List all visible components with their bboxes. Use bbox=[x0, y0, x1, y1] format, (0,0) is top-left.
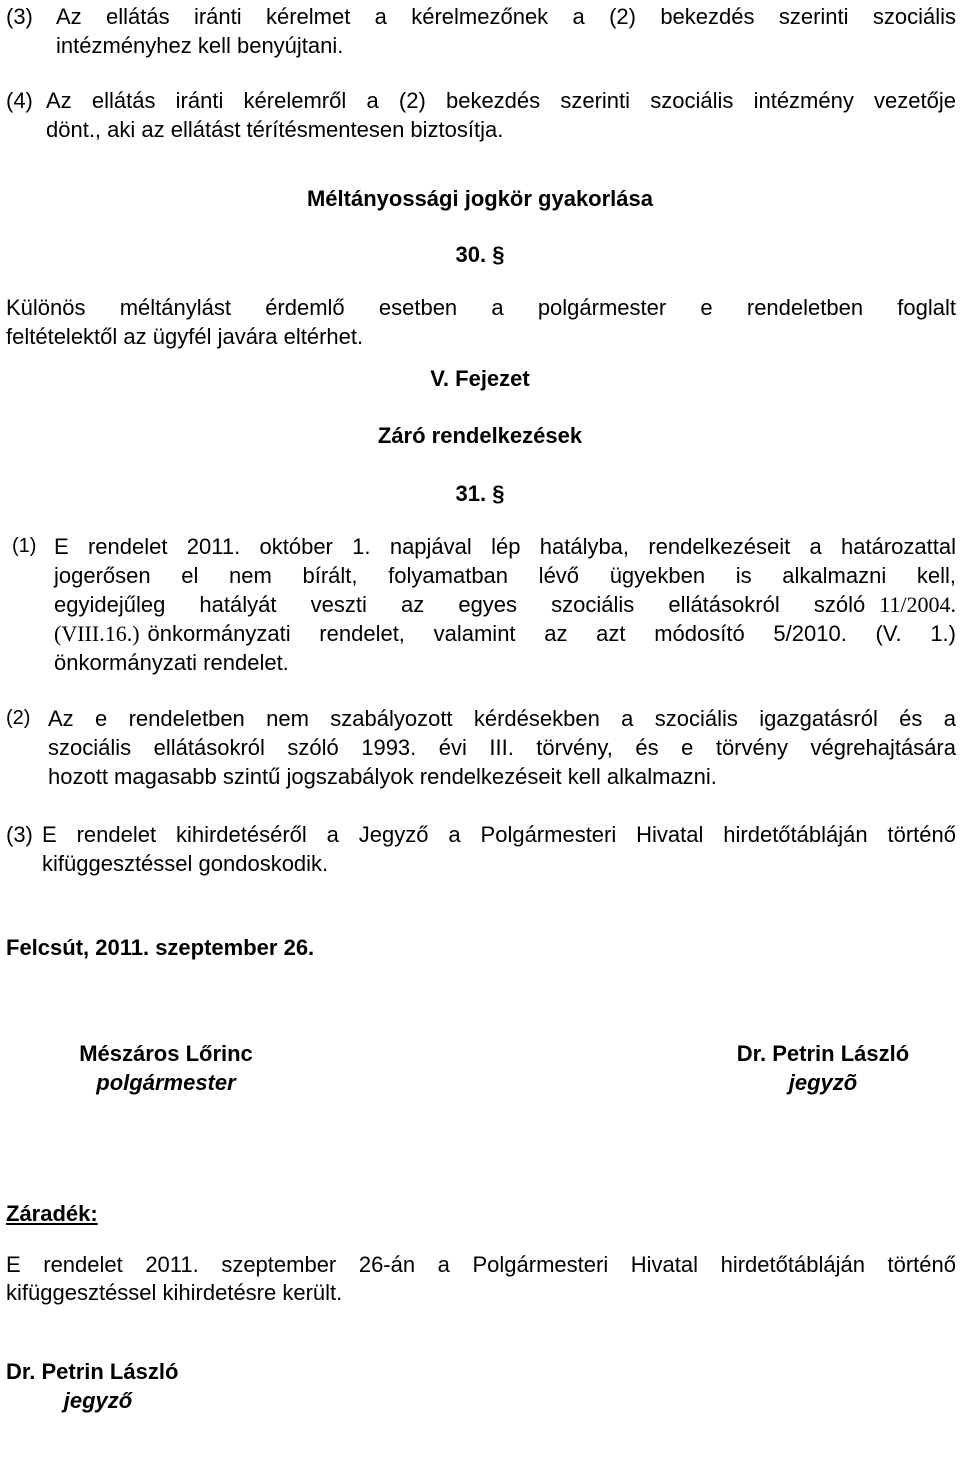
place-and-date: Felcsút, 2011. szeptember 26. bbox=[6, 935, 315, 960]
regulation-date: (VIII.16.) bbox=[54, 621, 140, 646]
paragraph-line: dönt., aki az ellátást térítésmentesen biztosítja. bbox=[46, 117, 504, 142]
signature-block-notary bbox=[718, 1039, 928, 1097]
paragraph-3 bbox=[6, 2, 956, 60]
paragraph-number: (2) bbox=[6, 707, 31, 729]
paragraph-line: Az e rendeletben nem szabályozott kérdésekben a szociális igazgatásról és a bbox=[48, 706, 956, 731]
section-symbol: § bbox=[492, 242, 505, 267]
section-number: 30. bbox=[455, 242, 487, 267]
final-signature-block bbox=[6, 1357, 190, 1415]
signer-name: Mészáros Lőrinc bbox=[79, 1041, 253, 1066]
paragraph-number: (3) bbox=[6, 822, 33, 847]
paragraph-line: feltételektől az ügyfél javára eltérhet. bbox=[6, 324, 364, 349]
paragraph-line: E rendelet kihirdetéséről a Jegyző a Polgármesteri Hivatal hirdetőtábláján történő bbox=[42, 822, 956, 847]
signer-title: polgármester bbox=[96, 1070, 236, 1095]
paragraph-line: egyidejűleg hatályát veszti az egyes szociális ellátásokról szóló bbox=[54, 592, 866, 617]
paragraph-line: önkormányzati rendelet, valamint az azt módosító 5/2010. (V. 1.) bbox=[147, 621, 956, 646]
section-symbol: § bbox=[492, 481, 505, 506]
paragraph-31-2 bbox=[6, 704, 956, 791]
section-title: Méltányossági jogkör gyakorlása bbox=[306, 186, 654, 211]
paragraph-31-1 bbox=[12, 532, 956, 677]
paragraph-line: Az ellátás iránti kérelemről a (2) bekezdés szerinti szociális intézmény vezetője bbox=[46, 88, 956, 113]
paragraph-number: (3) bbox=[6, 4, 33, 29]
paragraph-line: önkormányzati rendelet. bbox=[54, 650, 289, 675]
signature-block-mayor bbox=[60, 1039, 272, 1097]
signer-name: Dr. Petrin László bbox=[6, 1359, 179, 1384]
signer-title: jegyző bbox=[63, 1388, 133, 1413]
chapter-title: Záró rendelkezések bbox=[377, 423, 583, 448]
section-number-30 bbox=[0, 240, 960, 269]
paragraph-line: jogerősen el nem bírált, folyamatban lévő ügyekben is alkalmazni kell, bbox=[54, 563, 956, 588]
signer-name: Dr. Petrin László bbox=[736, 1041, 910, 1066]
paragraph-line: intézményhez kell benyújtani. bbox=[56, 33, 344, 58]
section-number-31 bbox=[0, 479, 960, 508]
paragraph-31-3 bbox=[6, 820, 956, 878]
regulation-number: 11/2004. bbox=[879, 592, 956, 617]
paragraph-line: hozott magasabb szintű jogszabályok rendelkezéseit kell alkalmazni. bbox=[48, 764, 717, 789]
clause-text bbox=[6, 1251, 956, 1307]
paragraph-line: E rendelet 2011. október 1. napjával lép hatályba, rendelkezéseit a határozattal bbox=[54, 534, 956, 559]
clause-title: Záradék: bbox=[6, 1201, 98, 1226]
paragraph-line: kifüggesztéssel gondoskodik. bbox=[42, 851, 329, 876]
paragraph-4 bbox=[6, 86, 956, 144]
paragraph-number: (1) bbox=[12, 535, 37, 557]
paragraph-number: (4) bbox=[6, 88, 33, 113]
paragraph-line: szociális ellátásokról szóló 1993. évi III. törvény, és e törvény végrehajtására bbox=[48, 735, 956, 760]
paragraph-line: E rendelet 2011. szeptember 26-án a Polgármesteri Hivatal hirdetőtábláján történő bbox=[6, 1252, 956, 1277]
paragraph-30 bbox=[6, 293, 956, 351]
paragraph-line: Különös méltánylást érdemlő esetben a polgármester e rendeletben foglalt bbox=[6, 295, 956, 320]
chapter-heading: V. Fejezet bbox=[430, 366, 530, 391]
signer-title: jegyzõ bbox=[788, 1070, 858, 1095]
paragraph-line: Az ellátás iránti kérelmet a kérelmezőnek a (2) bekezdés szerinti szociális bbox=[56, 4, 956, 29]
section-number: 31. bbox=[455, 481, 487, 506]
paragraph-line: kifüggesztéssel kihirdetésre került. bbox=[6, 1280, 343, 1305]
